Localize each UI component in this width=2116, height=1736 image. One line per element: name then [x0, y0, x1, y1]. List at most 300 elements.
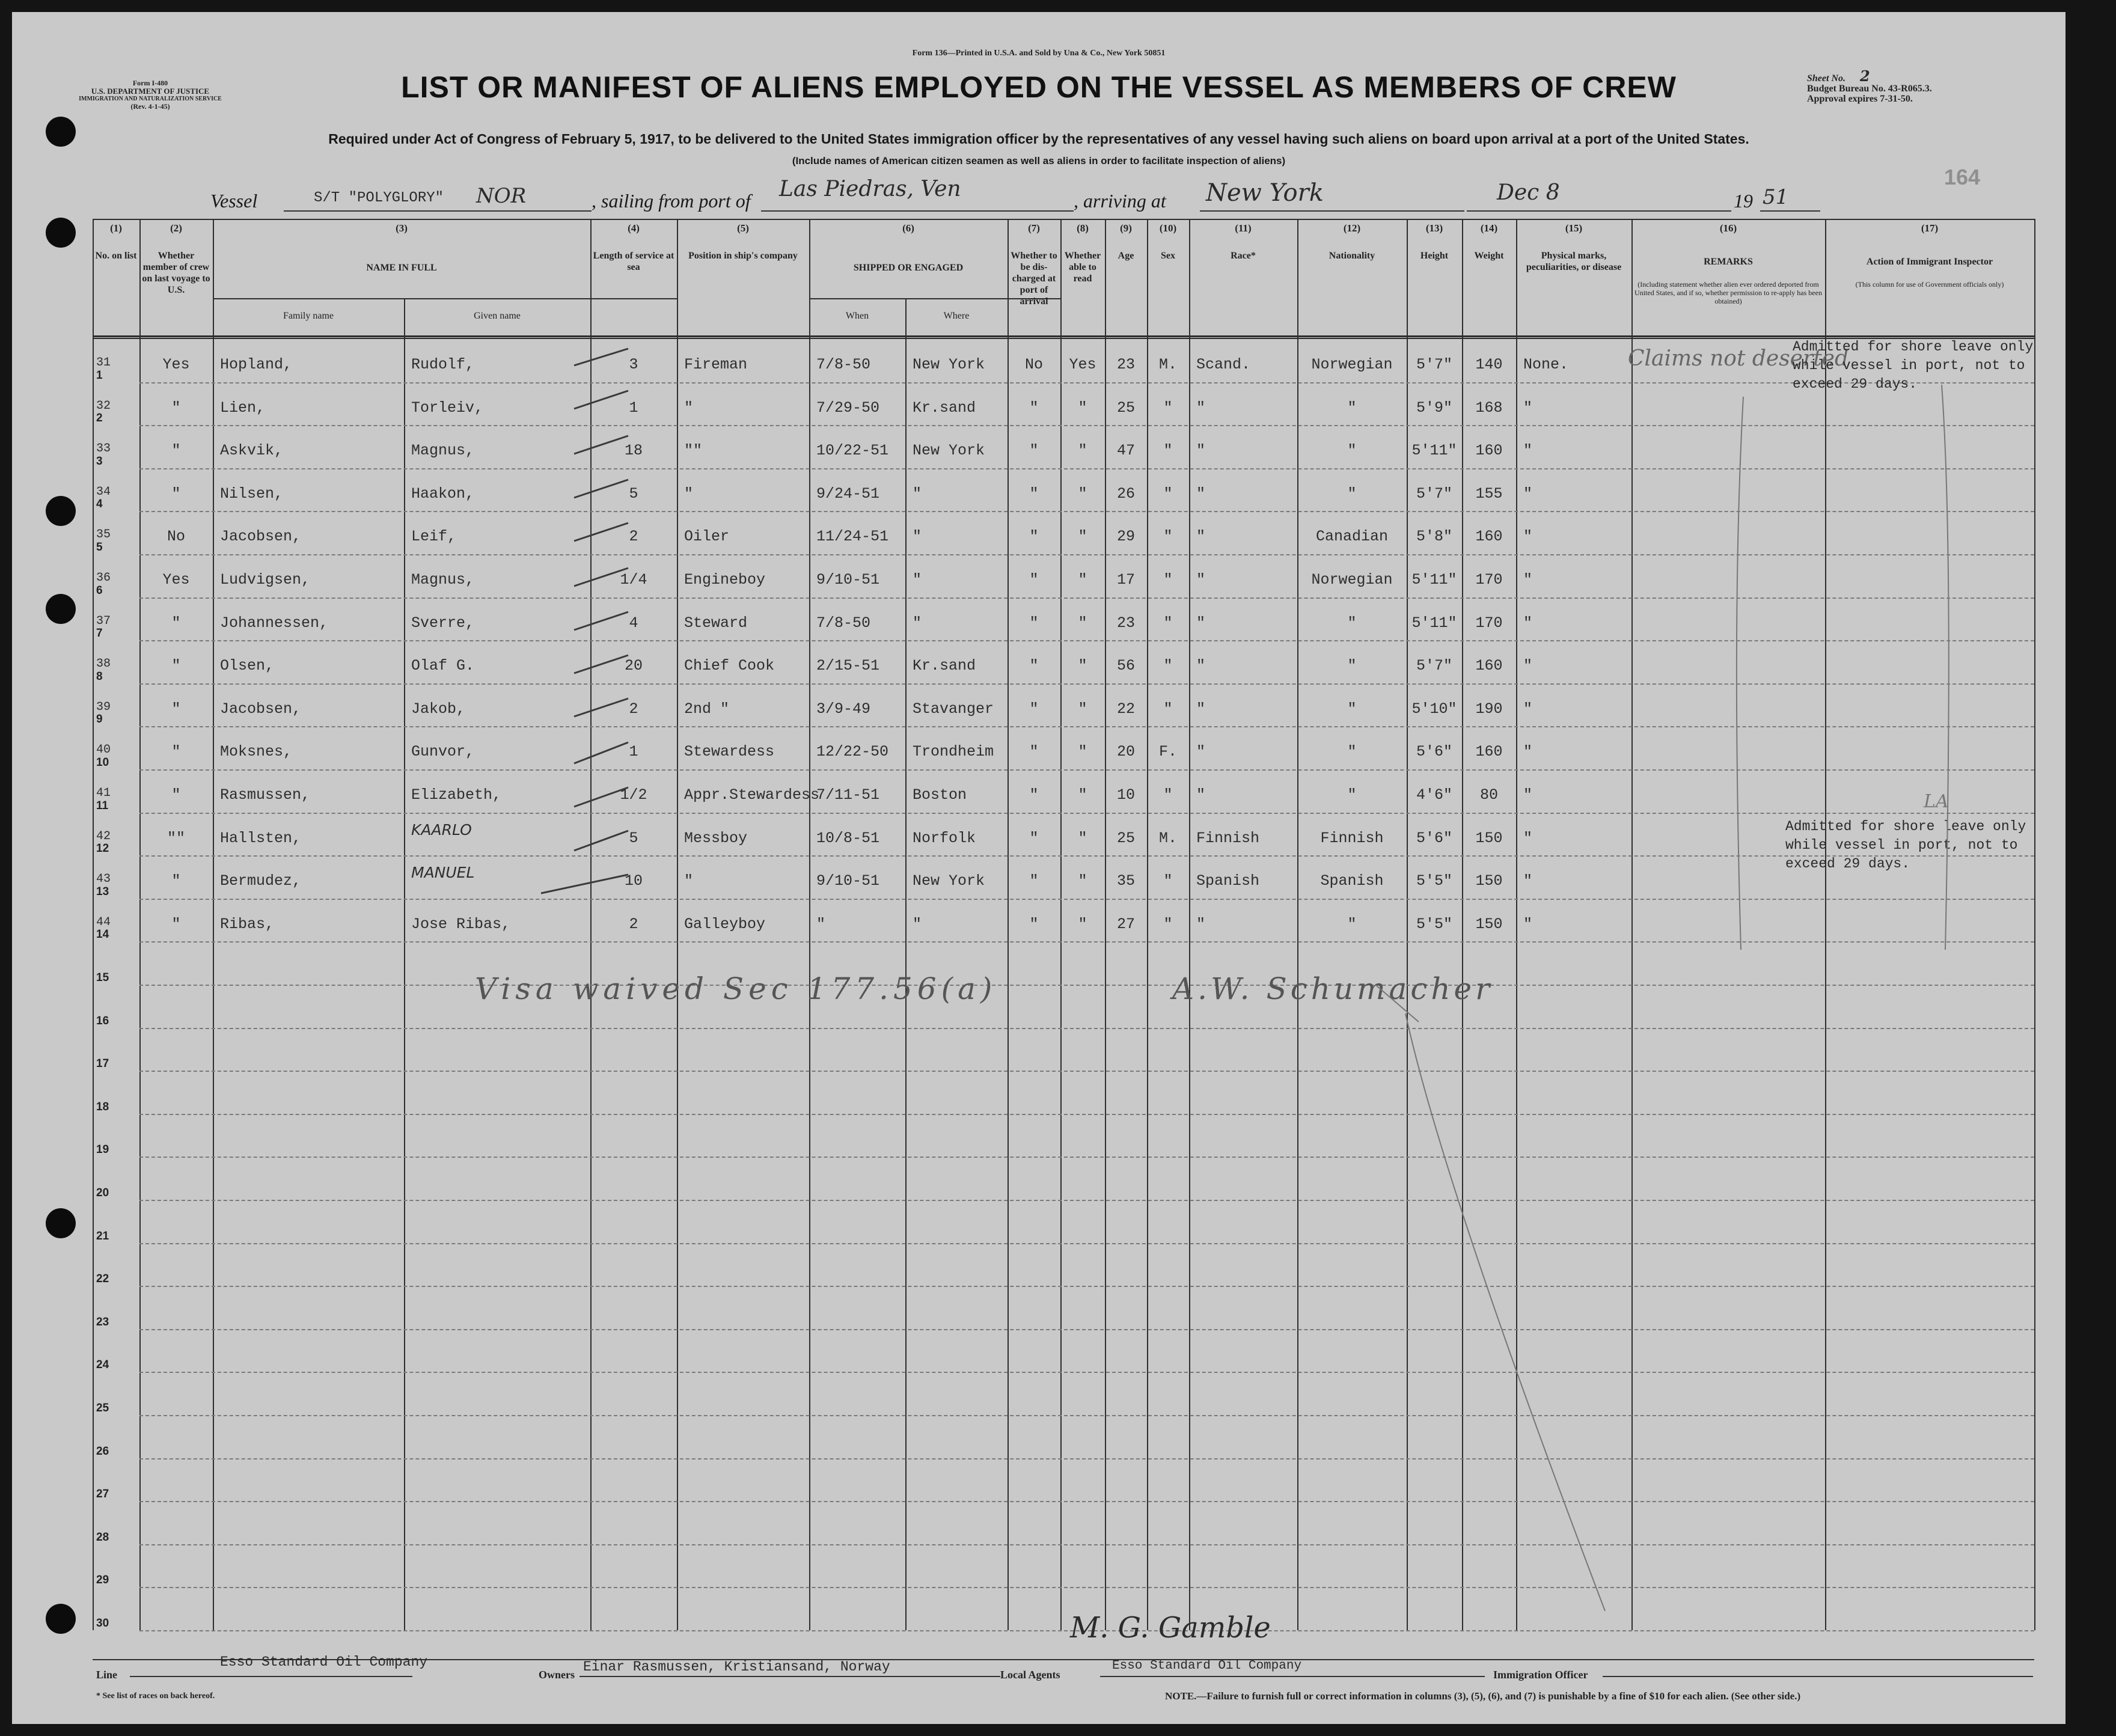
cell-marks: "	[1523, 786, 1533, 804]
column-number: (2)	[170, 222, 182, 234]
cell-crew: "	[171, 700, 181, 718]
cell-family: Ludvigsen,	[220, 571, 311, 588]
cell-given: Olaf G.	[411, 657, 475, 675]
column-number: (15)	[1565, 222, 1583, 234]
column-heading: Physical marks, peculiarities, or disease	[1526, 251, 1622, 272]
row-sequence: 37	[96, 614, 111, 628]
cell-where: "	[913, 571, 922, 588]
cell-nationality: "	[1347, 743, 1357, 761]
cell-age: 17	[1116, 571, 1135, 588]
approval-expires: Approval expires 7-31-50.	[1807, 94, 1913, 104]
cell-height: 5'10"	[1411, 700, 1457, 718]
row-sequence: 33	[96, 442, 111, 456]
cell-age: 29	[1116, 528, 1135, 546]
cell-where: "	[913, 528, 922, 546]
cell-when: 3/9-49	[816, 700, 871, 718]
cell-position: Appr.Stewardess	[684, 786, 820, 804]
sailing-label: , sailing from port of	[592, 190, 751, 212]
row-sequence: 44	[96, 915, 111, 929]
row-number: 18	[96, 1100, 109, 1113]
row-number: 30	[96, 1617, 109, 1630]
cell-read: "	[1078, 657, 1087, 675]
row-sequence: 38	[96, 657, 111, 671]
cell-weight: 160	[1475, 528, 1503, 546]
cell-nationality: "	[1347, 484, 1357, 503]
pencil-strokes	[12, 12, 2066, 1724]
cell-race: Spanish	[1196, 872, 1260, 890]
cell-nationality: "	[1347, 786, 1357, 804]
shore-leave-note-2: Admitted for shore leave only while vessel in port, not to exceed 29 days.	[1785, 819, 2026, 872]
row-number: 12	[96, 842, 109, 855]
cell-service: 1/2	[620, 786, 647, 804]
cell-family: Jacobsen,	[220, 528, 302, 546]
sailing-port: Las Piedras, Ven	[779, 177, 961, 201]
cell-crew: "	[171, 614, 181, 632]
cell-crew: "	[171, 442, 181, 460]
row-number: 21	[96, 1229, 109, 1242]
cell-sex: "	[1163, 484, 1173, 503]
cell-nationality: "	[1347, 614, 1357, 632]
cell-crew: Yes	[162, 571, 190, 588]
column-heading: Position in ship's company	[688, 251, 798, 261]
cell-when: 9/24-51	[816, 484, 880, 503]
manifest-sheet	[12, 12, 2066, 1724]
cell-discharged: No	[1024, 356, 1043, 373]
column-number: (8)	[1077, 222, 1089, 234]
row-sequence: 42	[96, 829, 111, 843]
cell-sex: "	[1163, 700, 1173, 718]
cell-weight: 160	[1475, 442, 1503, 460]
row-number: 28	[96, 1530, 109, 1544]
cell-marks: "	[1523, 829, 1533, 847]
column-heading: Whether to be dis-charged at port of arrival	[1011, 251, 1057, 307]
cell-nationality: "	[1347, 442, 1357, 460]
subcolumn-heading: Family name	[283, 311, 334, 321]
sheet-no-value: 2	[1860, 67, 1870, 85]
cell-read: "	[1078, 743, 1087, 761]
row-sequence: 36	[96, 571, 111, 585]
cell-position: Fireman	[684, 356, 748, 373]
cell-crew: "	[171, 786, 181, 804]
cell-discharged: "	[1029, 872, 1039, 890]
cell-service: 2	[629, 528, 638, 546]
column-number: (12)	[1343, 222, 1361, 234]
cell-position: Stewardess	[684, 743, 775, 761]
row-sequence: 32	[96, 399, 111, 413]
cell-when: "	[816, 915, 826, 933]
cell-read: "	[1078, 614, 1087, 632]
cell-service: 5	[629, 484, 638, 503]
cell-crew: "	[171, 484, 181, 503]
cell-service: 18	[624, 442, 643, 460]
cell-read: "	[1078, 484, 1087, 503]
column-heading: Height	[1420, 251, 1449, 261]
cell-service: 20	[624, 657, 643, 675]
cell-crew: "	[171, 915, 181, 933]
cell-age: 47	[1116, 442, 1135, 460]
cell-height: 5'11"	[1411, 442, 1457, 460]
cell-nationality: Canadian	[1315, 528, 1389, 546]
column-heading: Action of Immigrant Inspector	[1866, 257, 1993, 267]
row-number: 7	[96, 627, 103, 640]
cell-sex: "	[1163, 399, 1173, 417]
cell-service: 3	[629, 356, 638, 373]
cell-where: Kr.sand	[913, 399, 976, 417]
cell-given: Torleiv,	[411, 399, 484, 417]
cell-when: 9/10-51	[816, 872, 880, 890]
cell-discharged: "	[1029, 442, 1039, 460]
cell-crew: "	[171, 399, 181, 417]
column-number: (11)	[1235, 222, 1252, 234]
cell-age: 56	[1116, 657, 1135, 675]
cell-race: "	[1196, 442, 1206, 460]
cell-given: Magnus,	[411, 442, 475, 460]
footnote: NOTE.—Failure to furnish full or correct information in columns (3), (5), (6), and (7) is punishable by a fine of $10 for each alien. (See other side.)	[1165, 1690, 1801, 1702]
cell-given: Haakon,	[411, 484, 475, 503]
row-number: 8	[96, 670, 103, 683]
row-number: 29	[96, 1574, 109, 1587]
cell-position: 2nd "	[684, 700, 730, 718]
cell-race: Scand.	[1196, 356, 1251, 373]
cell-sex: "	[1163, 915, 1173, 933]
cell-sex: "	[1163, 614, 1173, 632]
cell-family: Hopland,	[220, 356, 293, 373]
cell-weight: 168	[1475, 399, 1503, 417]
column-heading: NAME IN FULL	[366, 263, 437, 273]
column-number: (9)	[1120, 222, 1132, 234]
cell-position: ""	[684, 442, 703, 460]
cell-position: Steward	[684, 614, 748, 632]
column-number: (17)	[1921, 222, 1939, 234]
column-number: (3)	[396, 222, 408, 234]
row-number: 27	[96, 1488, 109, 1501]
cell-read: "	[1078, 786, 1087, 804]
cell-weight: 80	[1479, 786, 1498, 804]
cell-nationality: Finnish	[1320, 829, 1384, 847]
revision: (Rev. 4-1-45)	[130, 102, 170, 111]
cell-read: "	[1078, 571, 1087, 588]
column-number: (4)	[628, 222, 640, 234]
cell-position: Chief Cook	[684, 657, 775, 675]
cell-height: 4'6"	[1416, 786, 1452, 804]
cell-height: 5'11"	[1411, 571, 1457, 588]
cell-service: 1	[629, 399, 638, 417]
row-number: 2	[96, 412, 103, 425]
cell-race: "	[1196, 700, 1206, 718]
cell-when: 12/22-50	[816, 743, 889, 761]
row-number: 20	[96, 1187, 109, 1199]
cell-discharged: "	[1029, 614, 1039, 632]
cell-weight: 150	[1475, 829, 1503, 847]
row-sequence: 31	[96, 356, 111, 370]
cell-nationality: Norwegian	[1311, 571, 1393, 588]
arriving-label: , arriving at	[1074, 190, 1166, 212]
cell-given: Magnus,	[411, 571, 475, 588]
cell-nationality: Norwegian	[1311, 356, 1393, 373]
owners-value: Einar Rasmussen, Kristiansand, Norway	[583, 1659, 890, 1675]
budget-bureau: Budget Bureau No. 43-R065.3.	[1807, 84, 1932, 94]
cell-read: Yes	[1069, 356, 1096, 373]
cell-sex: M.	[1158, 356, 1177, 373]
cell-where: New York	[913, 872, 985, 890]
row-sequence: 35	[96, 528, 111, 542]
cell-family: Nilsen,	[220, 484, 284, 503]
cell-given: Jakob,	[411, 700, 466, 718]
cell-discharged: "	[1029, 915, 1039, 933]
cell-height: 5'7"	[1416, 484, 1452, 503]
row-number: 5	[96, 541, 103, 554]
row-number: 23	[96, 1315, 109, 1328]
column-heading: No. on list	[95, 251, 137, 261]
cell-family: Moksnes,	[220, 743, 293, 761]
races-note: * See list of races on back hereof.	[96, 1692, 215, 1701]
cell-given: Sverre,	[411, 614, 475, 632]
cell-height: 5'11"	[1411, 614, 1457, 632]
cell-read: "	[1078, 872, 1087, 890]
cell-given: KAARLO	[411, 821, 472, 839]
cell-weight: 155	[1475, 484, 1503, 503]
cell-service: 1/4	[620, 571, 647, 588]
cell-family: Johannessen,	[220, 614, 329, 632]
cell-marks: "	[1523, 571, 1533, 588]
cell-marks: "	[1523, 872, 1533, 890]
cell-height: 5'9"	[1416, 399, 1452, 417]
cell-age: 25	[1116, 399, 1135, 417]
vessel-label: Vessel	[210, 190, 258, 212]
cell-discharged: "	[1029, 743, 1039, 761]
cell-sex: "	[1163, 442, 1173, 460]
cell-marks: "	[1523, 614, 1533, 632]
cell-race: "	[1196, 743, 1206, 761]
subcolumn-heading: Where	[943, 311, 970, 321]
cell-family: Lien,	[220, 399, 266, 417]
column-heading: Whether member of crew on last voyage to U.S.	[142, 251, 210, 295]
subtitle-note: (Include names of American citizen seamen as well as aliens in order to facilitate inspection of aliens)	[792, 155, 1286, 167]
cell-family: Ribas,	[220, 915, 275, 933]
column-heading: Nationality	[1329, 251, 1375, 261]
cell-marks: "	[1523, 528, 1533, 546]
cell-when: 7/29-50	[816, 399, 880, 417]
cell-height: 5'6"	[1416, 829, 1452, 847]
cell-race: Finnish	[1196, 829, 1260, 847]
year-label: 19	[1734, 190, 1753, 212]
cell-where: New York	[913, 356, 985, 373]
cell-sex: F.	[1158, 743, 1177, 761]
cell-marks: "	[1523, 743, 1533, 761]
column-number: (14)	[1480, 222, 1498, 234]
column-number: (1)	[110, 222, 122, 234]
row-sequence: 34	[96, 484, 111, 499]
cell-where: Stavanger	[913, 700, 994, 718]
column-heading: Weight	[1474, 251, 1504, 261]
cell-height: 5'6"	[1416, 743, 1452, 761]
cell-weight: 170	[1475, 571, 1503, 588]
cell-given: Elizabeth,	[411, 786, 502, 804]
row-sequence: 41	[96, 786, 111, 800]
cell-position: "	[684, 399, 694, 417]
cell-family: Jacobsen,	[220, 700, 302, 718]
cell-height: 5'7"	[1416, 356, 1452, 373]
cell-age: 26	[1116, 484, 1135, 503]
row-number: 13	[96, 885, 109, 898]
cell-service: 2	[629, 700, 638, 718]
row-number: 6	[96, 584, 103, 597]
cell-when: 10/8-51	[816, 829, 880, 847]
cell-family: Hallsten,	[220, 829, 302, 847]
cell-where: Kr.sand	[913, 657, 976, 675]
stamp-number: 164	[1944, 165, 1981, 189]
cell-crew: ""	[167, 829, 185, 847]
cell-sex: "	[1163, 528, 1173, 546]
year-value: 51	[1763, 185, 1789, 209]
local-agents-label: Local Agents	[1000, 1669, 1060, 1681]
arrival-date: Dec 8	[1497, 180, 1560, 205]
sheet-no-label: Sheet No.	[1807, 73, 1845, 84]
cell-given: Jose Ribas,	[411, 915, 511, 933]
row-number: 16	[96, 1014, 109, 1027]
vessel-name: S/T "POLYGLORY"	[314, 190, 444, 206]
page-title: LIST OR MANIFEST OF ALIENS EMPLOYED ON THE VESSEL AS MEMBERS OF CREW	[401, 70, 1677, 104]
row-number: 25	[96, 1402, 109, 1414]
cell-marks: "	[1523, 399, 1533, 417]
shore-leave-note-1: Admitted for shore leave only while vessel in port, not to exceed 29 days.	[1793, 339, 2034, 392]
margin-mark: LA	[1924, 791, 1949, 812]
cell-nationality: Spanish	[1320, 872, 1384, 890]
column-heading: SHIPPED OR ENGAGED	[853, 263, 964, 273]
cell-discharged: "	[1029, 571, 1039, 588]
cell-given: MANUEL	[411, 864, 475, 882]
column-heading: Age	[1118, 251, 1134, 261]
cell-race: "	[1196, 399, 1206, 417]
cell-family: Askvik,	[220, 442, 284, 460]
cell-race: "	[1196, 528, 1206, 546]
column-heading: Whether able to read	[1064, 251, 1101, 284]
cell-when: 9/10-51	[816, 571, 880, 588]
cell-weight: 190	[1475, 700, 1503, 718]
subcolumn-heading: When	[845, 311, 869, 321]
row-sequence: 39	[96, 700, 111, 714]
cell-height: 5'5"	[1416, 915, 1452, 933]
cell-crew: No	[167, 528, 185, 546]
cell-discharged: "	[1029, 484, 1039, 503]
row-number: 10	[96, 756, 109, 769]
cell-given: Leif,	[411, 528, 457, 546]
cell-when: 10/22-51	[816, 442, 889, 460]
cell-discharged: "	[1029, 528, 1039, 546]
cell-family: Bermudez,	[220, 872, 302, 890]
remarks-handwriting: Claims not deserted	[1628, 346, 1849, 371]
cell-height: 5'8"	[1416, 528, 1452, 546]
column-number: (6)	[902, 222, 914, 234]
row-number: 11	[96, 799, 109, 812]
cell-service: 1	[629, 743, 638, 761]
cell-where: "	[913, 484, 922, 503]
column-note: (Including statement whether alien ever ordered deported from United States, and if so, whether permission to re-apply has been obtained)	[1634, 280, 1822, 305]
cell-age: 22	[1116, 700, 1135, 718]
printer-line: Form 136—Printed in U.S.A. and Sold by Una & Co., New York 50851	[912, 49, 1166, 58]
column-number: (13)	[1425, 222, 1443, 234]
cell-crew: Yes	[162, 356, 190, 373]
cell-when: 7/11-51	[816, 786, 880, 804]
vessel-flag: NOR	[476, 184, 527, 208]
cell-nationality: "	[1347, 399, 1357, 417]
cell-sex: "	[1163, 786, 1173, 804]
cell-position: Messboy	[684, 829, 748, 847]
cell-discharged: "	[1029, 399, 1039, 417]
cell-when: 7/8-50	[816, 356, 871, 373]
cell-nationality: "	[1347, 915, 1357, 933]
cell-service: 5	[629, 829, 638, 847]
row-number: 9	[96, 713, 103, 726]
row-sequence: 40	[96, 743, 111, 757]
cell-given: Gunvor,	[411, 743, 475, 761]
cell-weight: 140	[1475, 356, 1503, 373]
cell-where: Trondheim	[913, 743, 994, 761]
cell-where: Norfolk	[913, 829, 976, 847]
row-number: 26	[96, 1444, 109, 1458]
cell-when: 11/24-51	[816, 528, 889, 546]
cell-when: 7/8-50	[816, 614, 871, 632]
cell-position: "	[684, 872, 694, 890]
row-number: 17	[96, 1057, 109, 1071]
cell-sex: M.	[1158, 829, 1177, 847]
column-number: (16)	[1719, 222, 1737, 234]
cell-marks: "	[1523, 657, 1533, 675]
column-heading: Sex	[1161, 251, 1175, 261]
cell-position: Oiler	[684, 528, 730, 546]
cell-discharged: "	[1029, 829, 1039, 847]
cell-family: Olsen,	[220, 657, 275, 675]
visa-annotation: Visa waived Sec 177.56(a)	[475, 971, 997, 1006]
column-heading: Race*	[1231, 251, 1256, 261]
cell-position: Engineboy	[684, 571, 766, 588]
column-number: (5)	[737, 222, 749, 234]
cell-nationality: "	[1347, 657, 1357, 675]
inspector-signature: A.W. Schumacher	[1172, 971, 1494, 1006]
cell-crew: "	[171, 872, 181, 890]
cell-weight: 170	[1475, 614, 1503, 632]
cell-discharged: "	[1029, 786, 1039, 804]
cell-service: 2	[629, 915, 638, 933]
cell-race: "	[1196, 614, 1206, 632]
agent-signature: M. G. Gamble	[1070, 1611, 1271, 1645]
cell-read: "	[1078, 915, 1087, 933]
cell-race: "	[1196, 786, 1206, 804]
cell-discharged: "	[1029, 657, 1039, 675]
row-number: 15	[96, 971, 109, 984]
owners-label: Owners	[539, 1669, 575, 1681]
cell-sex: "	[1163, 571, 1173, 588]
cell-position: Galleyboy	[684, 915, 766, 933]
cell-sex: "	[1163, 872, 1173, 890]
cell-age: 23	[1116, 614, 1135, 632]
cell-where: New York	[913, 442, 985, 460]
cell-given: Rudolf,	[411, 356, 475, 373]
cell-weight: 160	[1475, 657, 1503, 675]
cell-age: 10	[1116, 786, 1135, 804]
cell-age: 23	[1116, 356, 1135, 373]
row-number: 24	[96, 1359, 109, 1372]
row-number: 4	[96, 498, 103, 511]
cell-read: "	[1078, 528, 1087, 546]
cell-nationality: "	[1347, 700, 1357, 718]
cell-family: Rasmussen,	[220, 786, 311, 804]
column-number: (10)	[1159, 222, 1177, 234]
cell-crew: "	[171, 657, 181, 675]
local-agents-value: Esso Standard Oil Company	[1112, 1659, 1302, 1673]
cell-read: "	[1078, 700, 1087, 718]
cell-height: 5'7"	[1416, 657, 1452, 675]
